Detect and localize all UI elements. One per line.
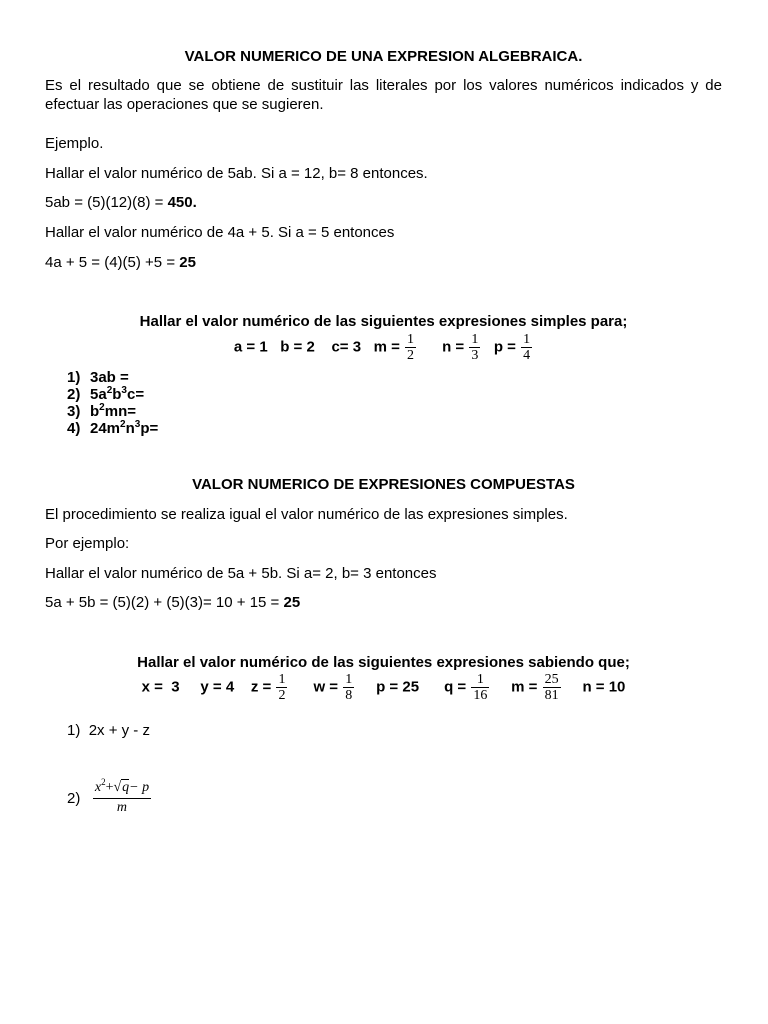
value-p-label: p =	[493, 338, 516, 356]
example1-result: 450.	[167, 194, 197, 211]
value-p-fraction	[521, 332, 532, 363]
expr-part: b	[90, 403, 100, 420]
example2-work	[45, 253, 722, 272]
fraction-denominator: 81	[544, 688, 559, 703]
expr-part: 5a	[90, 386, 107, 403]
expr-part: p=	[140, 420, 159, 437]
item-expression: 3ab =	[90, 369, 129, 386]
section2-example-work	[45, 593, 722, 612]
item-number: 2)	[67, 790, 81, 807]
example2-result: 25	[179, 254, 196, 271]
value-b: b = 2	[280, 338, 315, 356]
exercise2-values	[45, 672, 722, 703]
value-z-label: z =	[250, 678, 272, 696]
exercise2-item2	[67, 777, 722, 817]
value-n: n = 10	[582, 678, 626, 696]
list-item	[45, 403, 722, 420]
value-w-fraction	[343, 672, 354, 703]
section1-title: VALOR NUMERICO DE UNA EXPRESION ALGEBRAICA.	[184, 48, 583, 65]
fraction-numerator: 1	[471, 672, 489, 688]
fraction-numerator: 1	[407, 332, 415, 347]
var-q: q	[122, 780, 130, 795]
value-n-fraction	[469, 332, 480, 363]
item-number: 4)	[67, 420, 81, 437]
value-z-fraction	[276, 672, 287, 703]
expr-part: mn=	[104, 403, 136, 420]
fraction-denominator: 16	[473, 688, 488, 703]
value-m-label: m =	[511, 678, 538, 696]
exponent: 2	[101, 777, 106, 787]
exercise2-title: Hallar el valor numérico de las siguientes expresiones sabiendo que;	[137, 654, 630, 671]
fraction-denominator: 4	[523, 348, 531, 363]
value-c: c= 3	[331, 338, 362, 356]
value-p: p = 25	[376, 678, 420, 696]
exponent: 2	[106, 385, 113, 396]
example-label: Ejemplo.	[45, 135, 104, 152]
list-item	[45, 420, 722, 437]
value-m-fraction	[405, 332, 416, 363]
expr-part: n	[125, 420, 135, 437]
section2-description: El procedimiento se realiza igual el valor numérico de las expresiones simples.	[45, 506, 568, 523]
value-q-fraction	[471, 672, 489, 703]
exponent: 3	[121, 385, 127, 396]
value-w-label: w =	[313, 678, 339, 696]
exercise2-item1	[67, 721, 722, 740]
section2-example-label: Por ejemplo:	[45, 535, 130, 552]
expr-part: b	[112, 386, 122, 403]
item-number: 1)	[67, 369, 81, 386]
fraction-numerator: 1	[278, 672, 286, 687]
exercise1-title: Hallar el valor numérico de las siguientes expresiones simples para;	[139, 313, 628, 330]
expression-numerator	[93, 777, 151, 799]
example1-work-text: 5ab = (5)(12)(8) =	[45, 194, 168, 211]
fraction-numerator: 1	[523, 332, 531, 347]
plus-sign: +	[105, 780, 114, 795]
value-m-fraction	[543, 672, 561, 703]
expression-fraction	[93, 777, 151, 817]
example1-statement: Hallar el valor numérico de 5ab. Si a = 12, b= 8 entonces.	[45, 165, 428, 182]
example2-statement: Hallar el valor numérico de 4a + 5. Si a = 5 entonces	[45, 224, 395, 241]
section2-result: 25	[283, 594, 301, 611]
section2-title: VALOR NUMERICO DE EXPRESIONES COMPUESTAS	[192, 476, 575, 493]
exercise1-list	[45, 369, 722, 437]
list-item	[45, 369, 722, 386]
item-number: 2)	[67, 386, 81, 403]
item-number: 1)	[67, 722, 81, 739]
fraction-denominator: 3	[471, 348, 479, 363]
sqrt-icon: √	[113, 780, 122, 795]
example1-work	[45, 193, 722, 212]
var-x: x	[94, 780, 102, 795]
expression-denominator: m	[116, 800, 128, 815]
definition-paragraph: Es el resultado que se obtiene de sustituir las literales por los valores numéricos indicados y de efectuar las operaciones que se sugieren.	[45, 77, 722, 113]
exponent: 3	[134, 419, 141, 430]
value-y: y = 4	[200, 678, 235, 696]
expr-part: c=	[126, 386, 145, 403]
exercise1-values	[45, 332, 722, 363]
value-x: x = 3	[141, 678, 180, 696]
value-m-label: m =	[373, 338, 400, 356]
value-a: a = 1	[233, 338, 268, 356]
item-expression: 2x + y - z	[88, 722, 150, 739]
exponent: 2	[120, 419, 126, 430]
section2-example-statement: Hallar el valor numérico de 5a + 5b. Si a= 2, b= 3 entonces	[45, 565, 437, 582]
fraction-numerator: 1	[345, 672, 353, 687]
list-item	[45, 386, 722, 403]
exponent: 2	[99, 402, 105, 413]
fraction-numerator: 1	[471, 332, 479, 347]
example2-work-text: 4a + 5 = (4)(5) +5 =	[45, 254, 180, 271]
item-number: 3)	[67, 403, 81, 420]
expr-part: 24m	[90, 420, 121, 437]
fraction-numerator: 25	[544, 672, 559, 687]
fraction-denominator: 2	[278, 688, 286, 703]
minus-p: − p	[129, 780, 150, 795]
value-q-label: q =	[444, 678, 467, 696]
fraction-denominator: 8	[345, 688, 353, 703]
value-n-label: n =	[442, 338, 465, 356]
section2-work-text: 5a + 5b = (5)(2) + (5)(3)= 10 + 15 =	[45, 594, 284, 611]
fraction-denominator: 2	[407, 348, 415, 363]
